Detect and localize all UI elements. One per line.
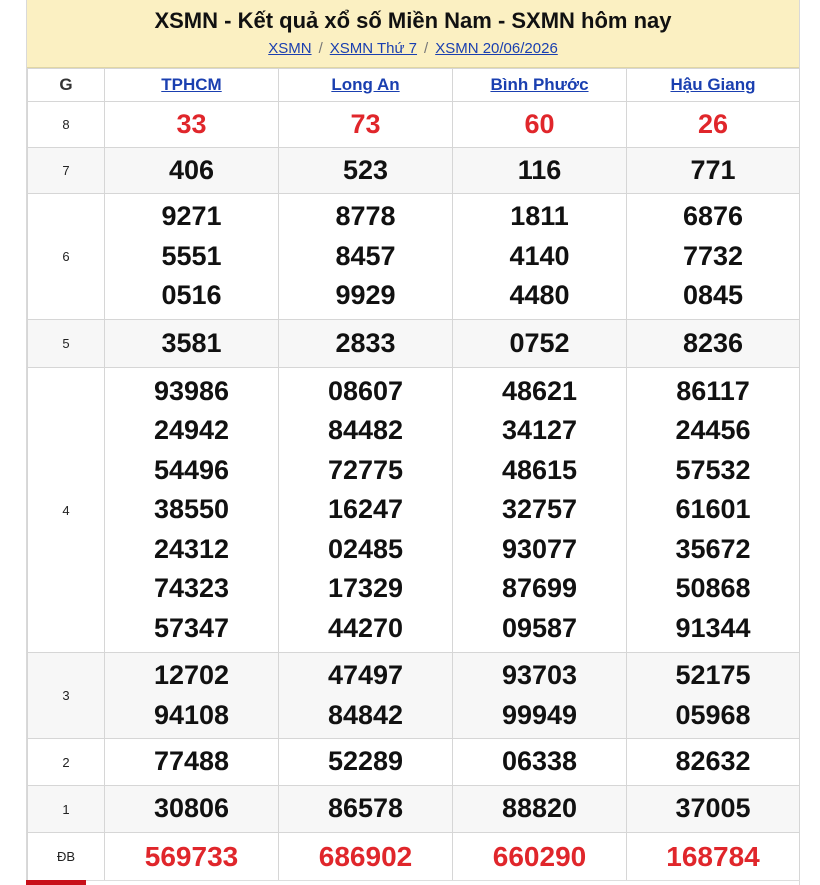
prize-cell bbox=[627, 320, 800, 368]
prize-number: 660290 bbox=[492, 840, 587, 872]
prize-number: 84482 bbox=[327, 415, 404, 446]
prize-number: 0516 bbox=[161, 280, 222, 311]
prize-number: 17329 bbox=[327, 573, 404, 604]
prize-number: 84842 bbox=[327, 699, 404, 730]
prize-row bbox=[28, 102, 800, 148]
prize-cell bbox=[279, 786, 453, 833]
province-link-long-an[interactable]: Long An bbox=[331, 75, 400, 94]
province-link-tphcm[interactable]: TPHCM bbox=[161, 75, 222, 94]
prize-number: 406 bbox=[168, 154, 215, 185]
prize-number: 48621 bbox=[501, 375, 578, 406]
prize-cell bbox=[105, 194, 279, 320]
prize-number: 86578 bbox=[327, 793, 404, 824]
prize-row bbox=[28, 368, 800, 653]
breadcrumb-xsmn[interactable]: XSMN bbox=[268, 40, 312, 57]
prize-number: 87699 bbox=[501, 573, 578, 604]
prize-number: 523 bbox=[342, 154, 389, 185]
prize-number: 47497 bbox=[327, 660, 404, 690]
prize-number: 7732 bbox=[682, 240, 744, 271]
prize-cell bbox=[105, 833, 279, 881]
prize-cell bbox=[453, 833, 627, 881]
prize-cell bbox=[279, 320, 453, 368]
prize-number: 12702 bbox=[153, 660, 230, 690]
prize-number: 24456 bbox=[675, 415, 751, 446]
breadcrumb bbox=[27, 40, 799, 58]
prize-cell bbox=[105, 368, 279, 653]
prize-cell bbox=[627, 148, 800, 194]
prize-number: 93077 bbox=[501, 533, 578, 564]
prize-cell bbox=[453, 653, 627, 739]
prize-label: 7 bbox=[28, 148, 105, 194]
prize-cell bbox=[627, 833, 800, 881]
prize-cell bbox=[105, 653, 279, 739]
prize-cell bbox=[279, 102, 453, 148]
prize-number: 8457 bbox=[335, 240, 396, 271]
prize-cell bbox=[627, 739, 800, 786]
prize-number: 37005 bbox=[675, 793, 751, 824]
prize-number: 8778 bbox=[335, 201, 396, 232]
prize-number: 2833 bbox=[335, 327, 396, 358]
prize-cell bbox=[279, 739, 453, 786]
breadcrumb-separator: / bbox=[318, 40, 323, 57]
prize-row bbox=[28, 653, 800, 739]
prize-number: 93703 bbox=[501, 660, 578, 690]
prize-number: 24312 bbox=[153, 533, 230, 564]
prize-number: 9929 bbox=[335, 280, 396, 311]
prize-number: 168784 bbox=[666, 840, 760, 872]
prize-number: 0845 bbox=[682, 280, 744, 311]
prize-number: 50868 bbox=[675, 573, 751, 604]
prize-cell bbox=[105, 739, 279, 786]
footer-accent-bar bbox=[26, 880, 86, 885]
prize-number: 52289 bbox=[327, 746, 404, 777]
prize-cell bbox=[453, 148, 627, 194]
province-link-binh-phuoc[interactable]: Bình Phước bbox=[490, 75, 589, 94]
prize-label: 3 bbox=[28, 653, 105, 739]
prize-label: 6 bbox=[28, 194, 105, 320]
prize-label: 1 bbox=[28, 786, 105, 833]
prize-number: 38550 bbox=[153, 494, 230, 525]
prize-number: 06338 bbox=[501, 746, 578, 777]
results-table bbox=[27, 68, 800, 881]
prize-cell bbox=[453, 320, 627, 368]
prize-number: 686902 bbox=[318, 840, 413, 872]
prize-number: 93986 bbox=[153, 375, 230, 406]
prize-number: 6876 bbox=[682, 201, 744, 232]
prize-number: 08607 bbox=[327, 375, 404, 406]
province-header bbox=[105, 69, 279, 102]
prize-number: 33 bbox=[176, 108, 207, 139]
prize-cell bbox=[105, 148, 279, 194]
prize-label: 8 bbox=[28, 102, 105, 148]
prize-cell bbox=[279, 148, 453, 194]
prize-number: 52175 bbox=[675, 660, 751, 690]
prize-number: 09587 bbox=[501, 612, 578, 643]
prize-label: 5 bbox=[28, 320, 105, 368]
province-header bbox=[453, 69, 627, 102]
prize-number: 32757 bbox=[501, 494, 578, 525]
prize-number: 16247 bbox=[327, 494, 404, 525]
footer-divider bbox=[86, 880, 800, 881]
prize-number: 61601 bbox=[675, 494, 751, 525]
prize-number: 72775 bbox=[327, 454, 404, 485]
results-header bbox=[27, 0, 799, 68]
prize-cell bbox=[279, 653, 453, 739]
prize-number: 4480 bbox=[509, 280, 570, 311]
prize-number: 60 bbox=[524, 108, 555, 139]
prize-row bbox=[28, 148, 800, 194]
prize-number: 0752 bbox=[509, 327, 570, 358]
prize-number: 5551 bbox=[161, 240, 222, 271]
breadcrumb-separator: / bbox=[424, 40, 429, 57]
breadcrumb-xsmn-thu7[interactable]: XSMN Thứ 7 bbox=[329, 40, 418, 57]
prize-number: 44270 bbox=[327, 612, 404, 643]
prize-number: 88820 bbox=[501, 793, 578, 824]
prize-cell bbox=[627, 653, 800, 739]
prize-number: 4140 bbox=[509, 240, 570, 271]
prize-cell bbox=[453, 739, 627, 786]
prize-cell bbox=[627, 368, 800, 653]
province-header bbox=[627, 69, 800, 102]
prize-label: 2 bbox=[28, 739, 105, 786]
province-header-row bbox=[28, 69, 800, 102]
prize-cell bbox=[627, 786, 800, 833]
prize-number: 99949 bbox=[501, 699, 578, 730]
prize-label: ĐB bbox=[28, 833, 105, 881]
prize-number: 57532 bbox=[675, 454, 751, 485]
prize-cell bbox=[453, 368, 627, 653]
prize-row bbox=[28, 194, 800, 320]
prize-number: 57347 bbox=[153, 612, 230, 643]
prize-number: 77488 bbox=[153, 746, 230, 777]
prize-cell bbox=[453, 102, 627, 148]
province-header bbox=[279, 69, 453, 102]
results-panel bbox=[26, 0, 800, 885]
prize-number: 82632 bbox=[675, 746, 751, 777]
prize-cell bbox=[105, 786, 279, 833]
prize-row bbox=[28, 739, 800, 786]
prize-cell bbox=[279, 368, 453, 653]
prize-cell bbox=[279, 833, 453, 881]
breadcrumb-xsmn-date[interactable]: XSMN 20/06/2026 bbox=[435, 40, 558, 57]
prize-cell bbox=[627, 194, 800, 320]
prize-number: 3581 bbox=[161, 327, 222, 358]
prize-label: 4 bbox=[28, 368, 105, 653]
prize-number: 74323 bbox=[153, 573, 230, 604]
prize-number: 1811 bbox=[510, 201, 569, 232]
prize-number: 9271 bbox=[161, 201, 222, 232]
prize-row bbox=[28, 786, 800, 833]
prize-cell bbox=[105, 320, 279, 368]
prize-number: 116 bbox=[517, 154, 562, 185]
prize-number: 73 bbox=[350, 108, 381, 139]
results-body bbox=[28, 102, 800, 881]
prize-number: 54496 bbox=[153, 454, 230, 485]
prize-number: 48615 bbox=[501, 454, 578, 485]
prize-row bbox=[28, 320, 800, 368]
prize-column-header: G bbox=[28, 69, 105, 102]
page-title: XSMN - Kết quả xổ số Miền Nam - SXMN hôm nay bbox=[154, 8, 672, 33]
prize-cell bbox=[627, 102, 800, 148]
prize-number: 8236 bbox=[682, 327, 744, 358]
prize-number: 02485 bbox=[327, 533, 404, 564]
prize-number: 30806 bbox=[153, 793, 230, 824]
prize-number: 24942 bbox=[153, 415, 230, 446]
prize-cell bbox=[453, 194, 627, 320]
prize-number: 569733 bbox=[144, 840, 239, 872]
prize-number: 94108 bbox=[153, 699, 230, 730]
prize-number: 26 bbox=[697, 108, 729, 139]
prize-number: 05968 bbox=[675, 699, 751, 730]
prize-number: 35672 bbox=[675, 533, 751, 564]
province-link-hau-giang[interactable]: Hậu Giang bbox=[670, 75, 756, 94]
prize-number: 34127 bbox=[501, 415, 578, 446]
prize-cell bbox=[453, 786, 627, 833]
prize-cell bbox=[105, 102, 279, 148]
prize-cell bbox=[279, 194, 453, 320]
prize-row bbox=[28, 833, 800, 881]
prize-number: 86117 bbox=[676, 375, 750, 406]
prize-number: 771 bbox=[690, 154, 736, 185]
prize-number: 91344 bbox=[675, 612, 751, 643]
